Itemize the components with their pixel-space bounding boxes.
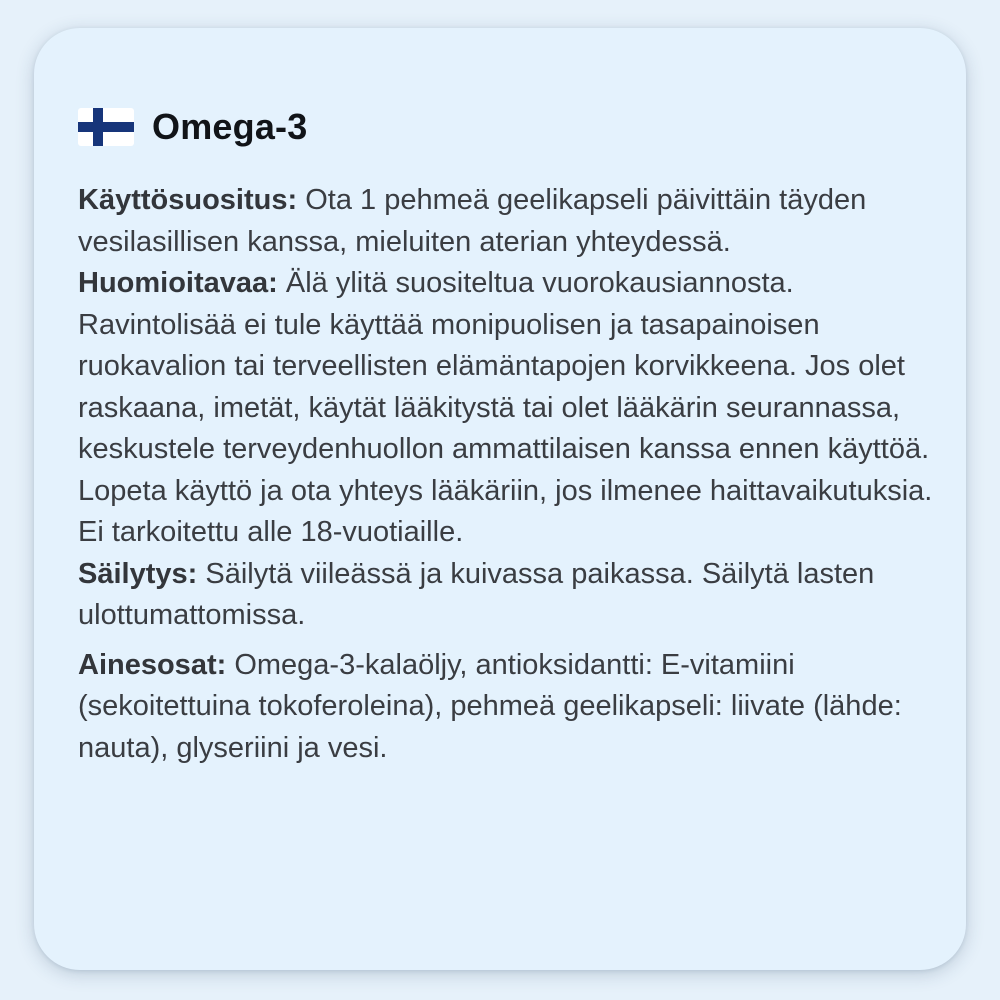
ingredients-label: Ainesosat: bbox=[78, 648, 227, 681]
storage-text: Säilytä viileässä ja kuivassa paikassa. Säilytä lasten ulottumattomissa. bbox=[78, 557, 875, 631]
ingredients-text: Omega-3-kalaöljy, antioksidantti: E-vitamiini (sekoitettuina tokoferoleina), pehmeä geelikapseli: liivate (lähde: nauta), glyseriini ja vesi. bbox=[78, 648, 902, 764]
ingredients-section bbox=[78, 645, 938, 770]
usage-section bbox=[78, 180, 938, 263]
finland-flag-icon bbox=[78, 108, 134, 146]
notes-label: Huomioitavaa: bbox=[78, 267, 278, 299]
product-info-card bbox=[34, 28, 966, 970]
usage-label: Käyttösuositus: bbox=[78, 184, 298, 216]
card-header bbox=[78, 102, 307, 152]
page-title: Omega-3 bbox=[152, 106, 308, 147]
notes-text: Älä ylitä suositeltua vuorokausiannosta. Ravintolisää ei tule käyttää monipuolisen ja tasapainoisen ruokavalion tai terveellisten elämäntapojen korvikkeena. Jos olet raskaana, imetät, käytät lääkitystä tai olet lääkärin seurannassa, keskustele terveydenhuollon ammattilaisen kanssa ennen käyttöä. Lopeta käyttö ja ota yhteys lääkäriin, jos ilmenee haittavaikutuksia. Ei tarkoitettu alle 18-vuotiaille. bbox=[78, 267, 933, 548]
product-details bbox=[78, 180, 938, 769]
usage-text: Ota 1 pehmeä geelikapseli päivittäin täyden vesilasillisen kanssa, mieluiten aterian yhteydessä. bbox=[78, 184, 867, 258]
storage-section bbox=[78, 554, 938, 637]
storage-label: Säilytys: bbox=[78, 557, 198, 590]
notes-section bbox=[78, 263, 938, 554]
